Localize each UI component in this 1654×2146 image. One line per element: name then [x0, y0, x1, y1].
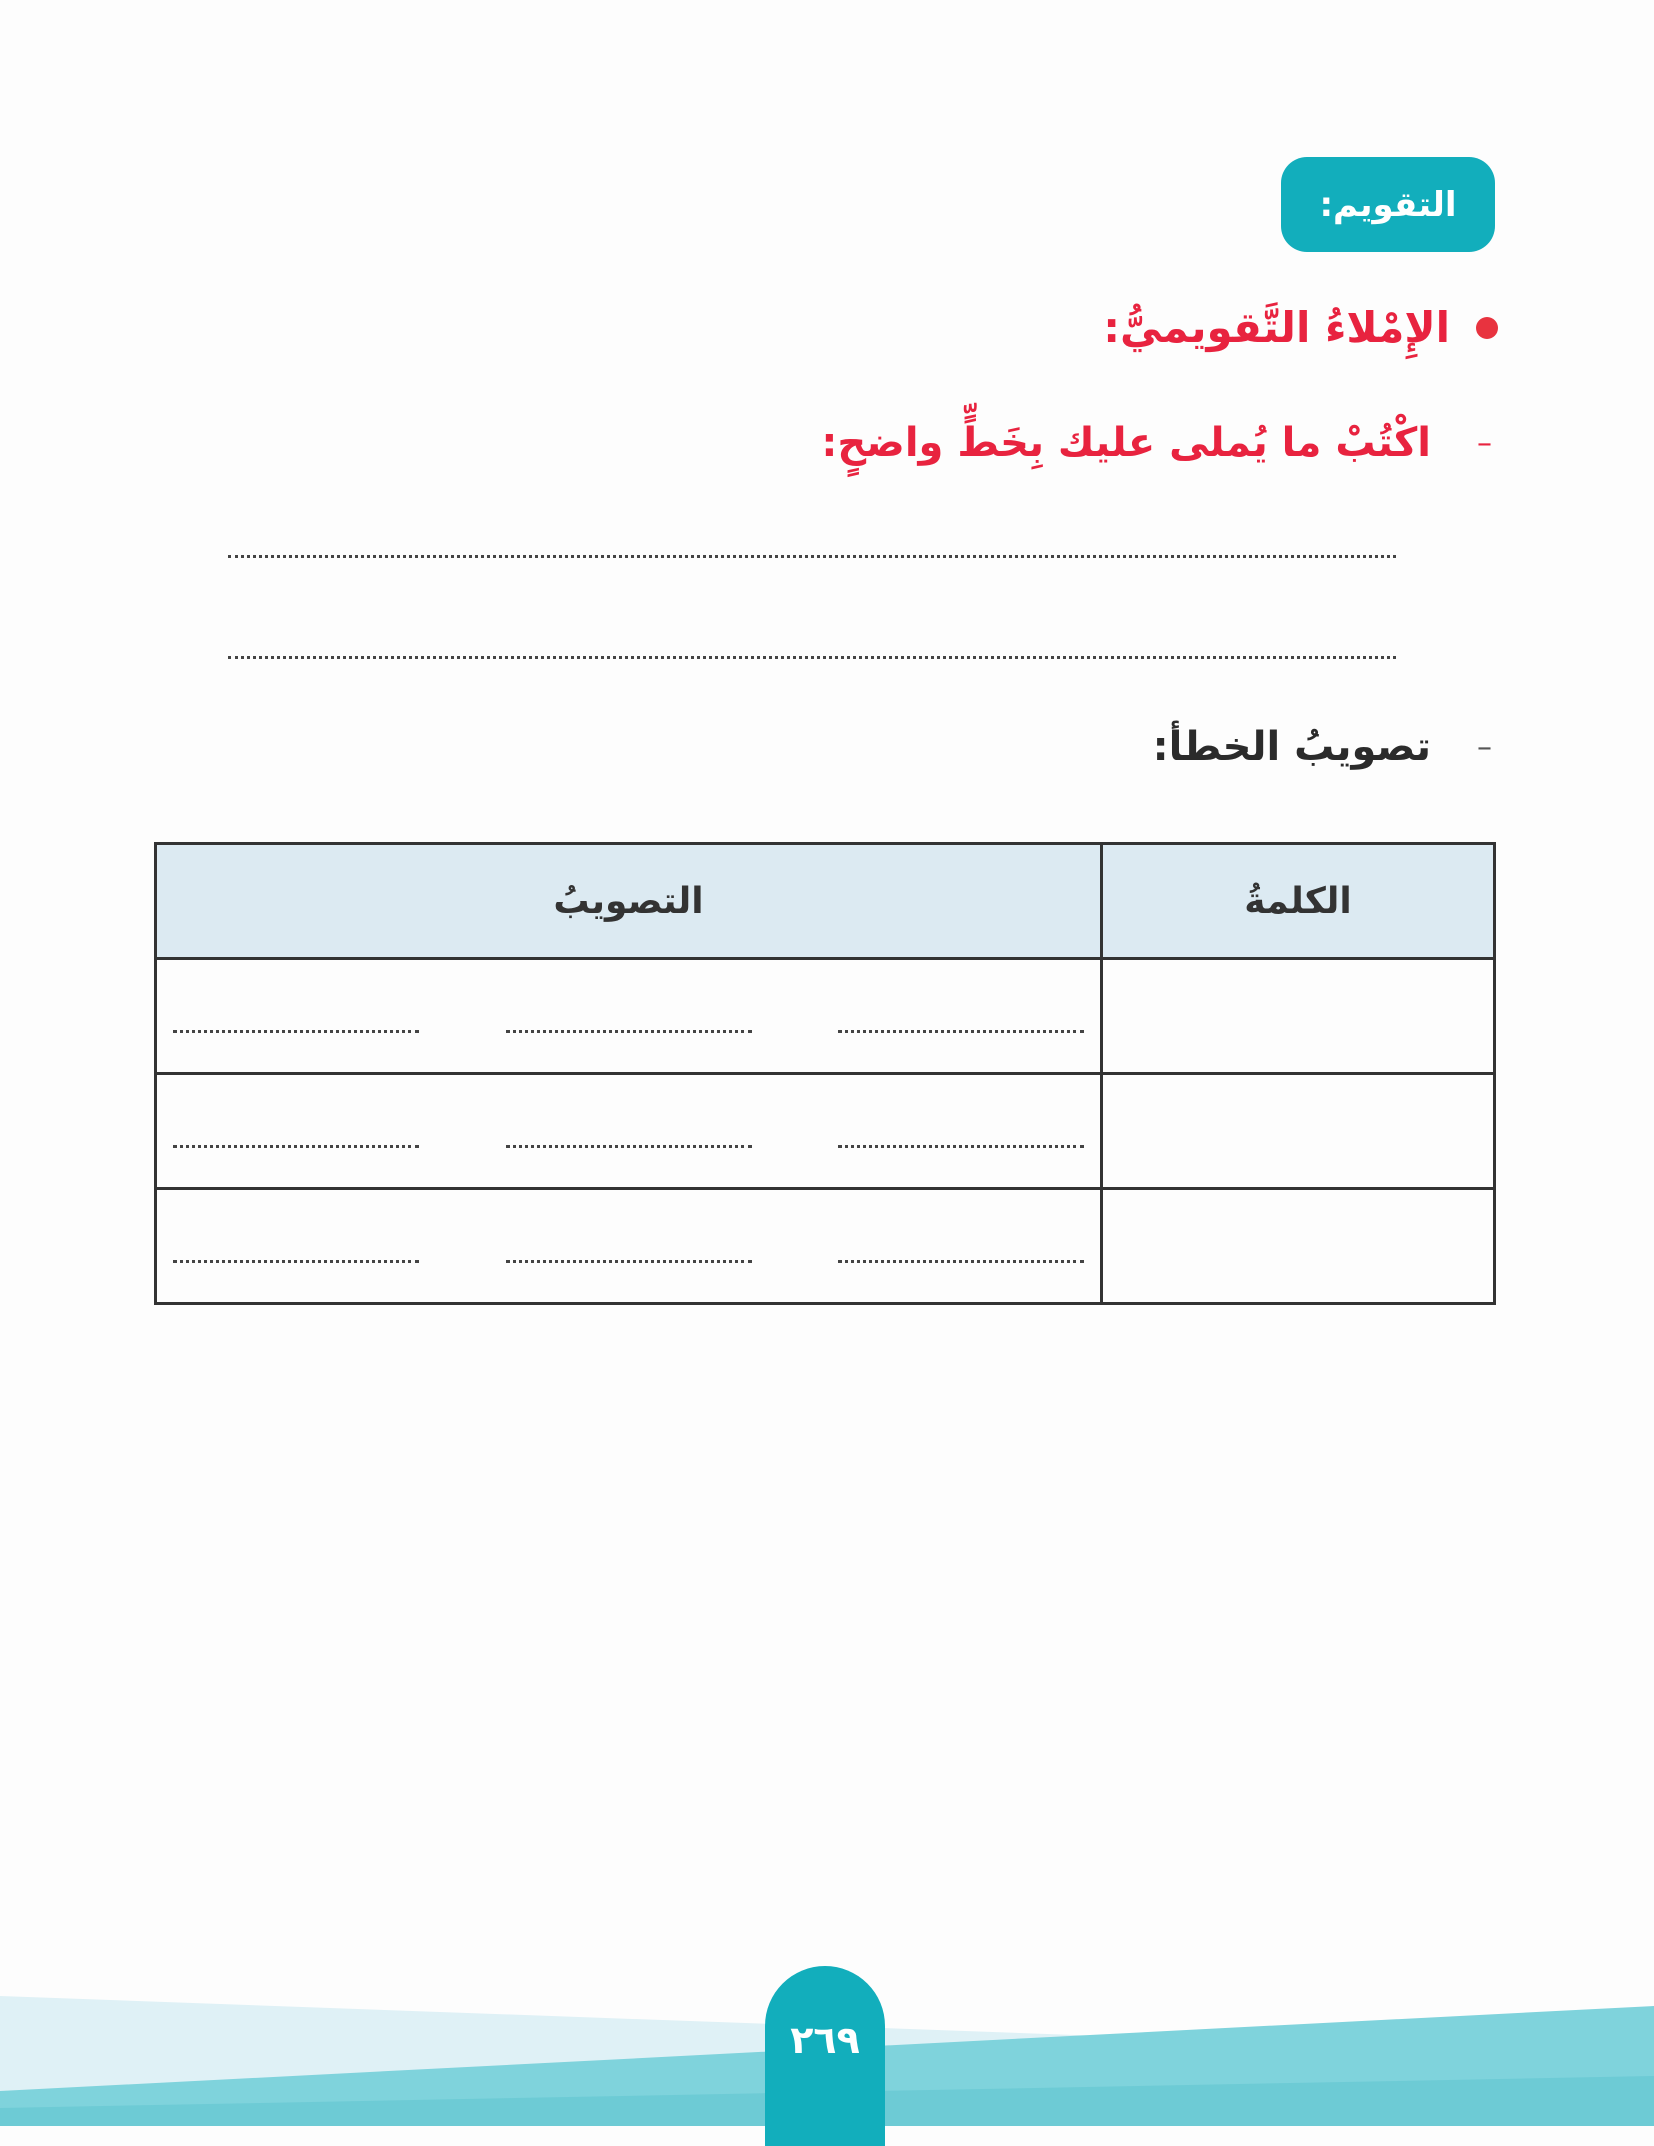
section-badge-label: التقويم: — [1319, 184, 1457, 225]
bullet-dot-icon — [1476, 317, 1498, 339]
dictation-heading — [1103, 303, 1498, 352]
section-badge — [1281, 157, 1495, 252]
dash-icon: – — [1477, 425, 1492, 461]
header-word: الكلمةُ — [1102, 844, 1495, 959]
answer-blank[interactable] — [838, 1145, 1084, 1148]
answer-blank[interactable] — [506, 1145, 752, 1148]
answer-blank[interactable] — [838, 1030, 1084, 1033]
writing-line-2[interactable] — [228, 656, 1396, 659]
answer-blank[interactable] — [173, 1145, 419, 1148]
word-cell[interactable] — [1102, 959, 1495, 1074]
table-row — [156, 1189, 1495, 1304]
page-number-tab — [765, 1966, 885, 2146]
word-cell[interactable] — [1102, 1189, 1495, 1304]
correction-title: تصويبُ الخطأ: — [1152, 724, 1431, 770]
correction-cell — [156, 1189, 1102, 1304]
dictation-title: الإِمْلاءُ التَّقويميُّ: — [1103, 303, 1450, 352]
dash-icon: – — [1477, 729, 1492, 765]
table-header-row — [156, 844, 1495, 959]
answer-blank[interactable] — [838, 1260, 1084, 1263]
writing-line-1[interactable] — [228, 555, 1396, 558]
answer-blank[interactable] — [173, 1260, 419, 1263]
page-number: ٢٦٩ — [790, 2018, 860, 2062]
correction-table — [154, 842, 1496, 1305]
correction-cell — [156, 1074, 1102, 1189]
word-cell[interactable] — [1102, 1074, 1495, 1189]
instruction-text: اكْتُبْ ما يُملى عليك بِخَطٍّ واضحٍ: — [821, 420, 1431, 466]
table-row — [156, 1074, 1495, 1189]
answer-blank[interactable] — [506, 1260, 752, 1263]
answer-blank[interactable] — [173, 1030, 419, 1033]
instruction-line — [821, 420, 1492, 466]
correction-cell — [156, 959, 1102, 1074]
header-correction: التصويبُ — [156, 844, 1102, 959]
answer-blank[interactable] — [506, 1030, 752, 1033]
correction-heading — [1153, 724, 1492, 770]
table-row — [156, 959, 1495, 1074]
